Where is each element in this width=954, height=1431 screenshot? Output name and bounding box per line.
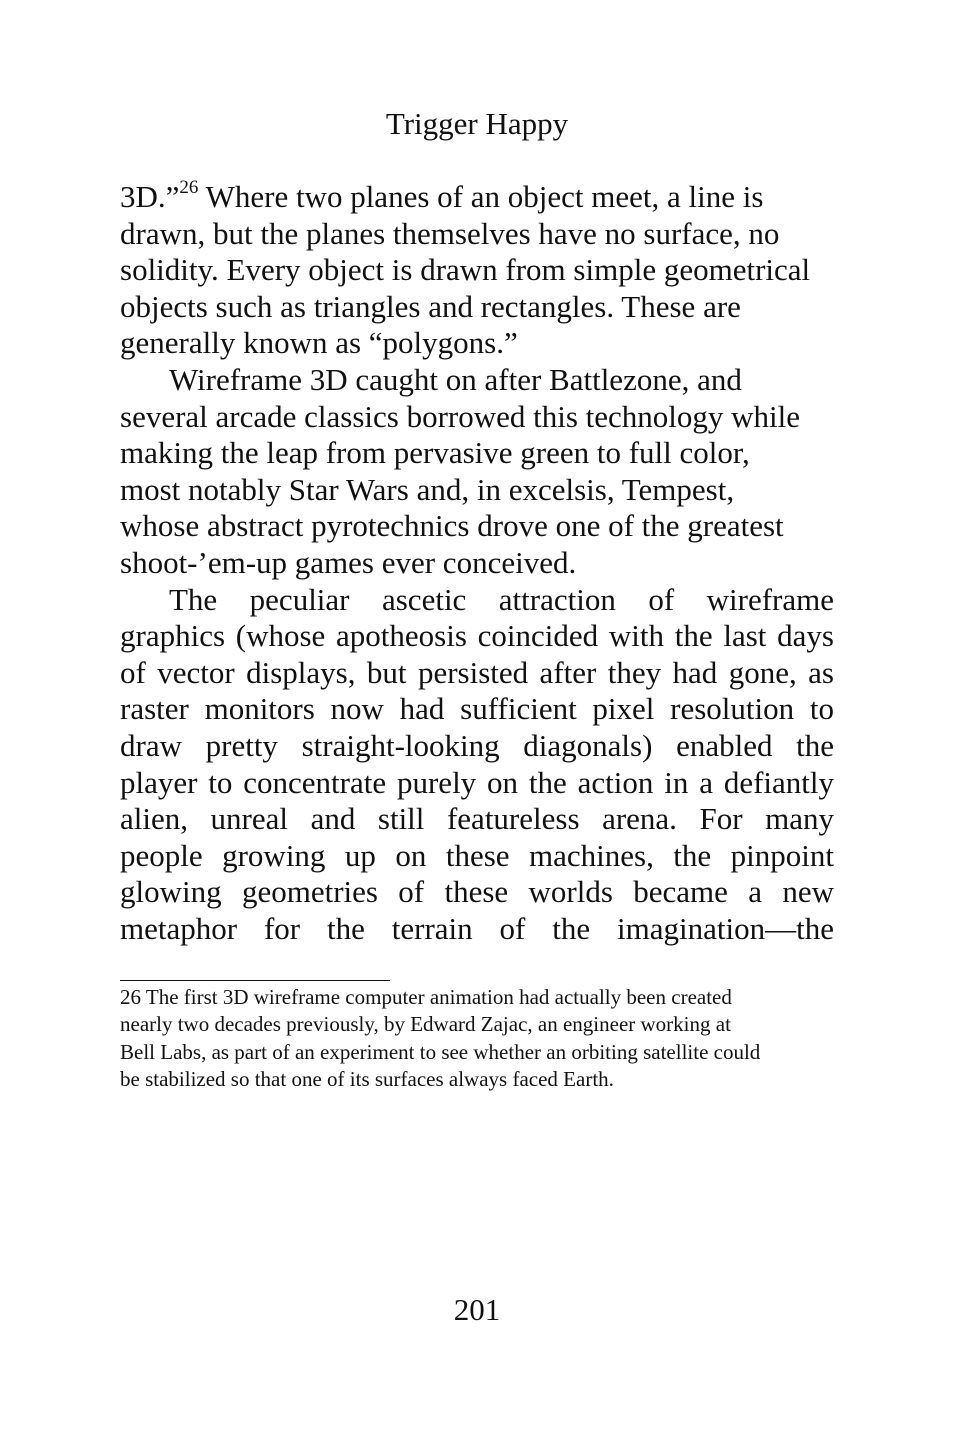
body-text (120, 179, 834, 947)
paragraph-2: Wireframe 3D caught on after Battlezone, and several arcade classics borrowed this technology while making the leap from pervasive green to full color, most notably Star Wars and, in excelsis, Tempest, whose abstract pyrotechnics drove one of the greatest shoot-’em-up games ever conceived. (120, 361, 801, 580)
paragraph-1 (120, 179, 834, 362)
footnote-separator (120, 980, 390, 981)
paragraph-1-text: Where two planes of an object meet, a line is drawn, but the planes themselves have no surface, no solidity. Every object is drawn from simple geometrical objects such as triangles and rectangles. These are generally known as “polygons.” (120, 179, 811, 361)
page-number: 201 (453, 1292, 501, 1327)
footnote: 26 The first 3D wireframe computer animation had actually been created nearly two decades previously, by Edward Zajac, an engineer working at Bell Labs, as part of an experiment to see whether an orbiting satellite could be stabilized so that one of its surfaces always faced Earth. (120, 985, 761, 1091)
paragraph-3: The peculiar ascetic attraction of wireframe graphics (whose apotheosis coincided with the last days of vector displays, but persisted after they had gone, as raster monitors now had sufficient pixel resolution to draw pretty straight-looking diagonals) enabled the player to concentrate purely on the action in a defiantly alien, unreal and still featureless arena. For many people growing up on these machines, the pinpoint glowing geometries of these worlds became a new metaphor for the terrain of the imagination—the (120, 581, 834, 946)
paragraph-1-lead: 3D.” (120, 179, 180, 214)
footnote-reference: 26 (179, 177, 199, 198)
running-head: Trigger Happy (385, 106, 569, 141)
